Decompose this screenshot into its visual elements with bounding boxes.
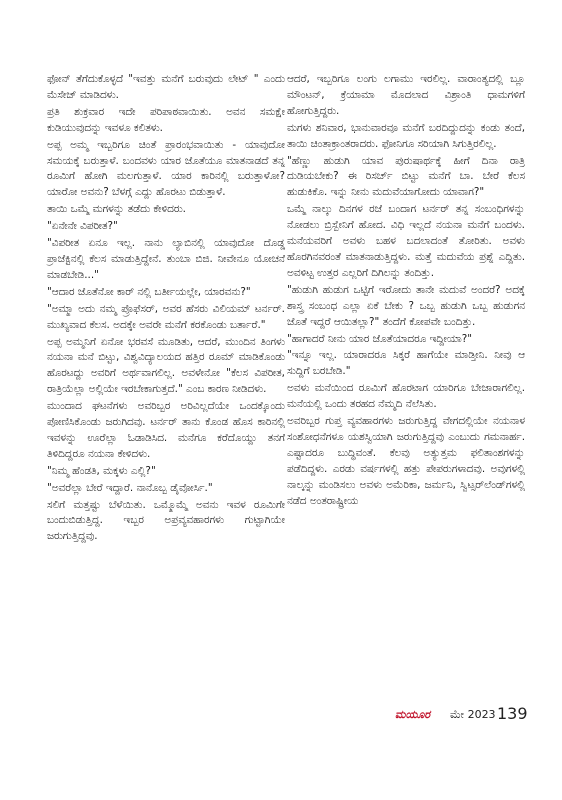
right-text-column — [287, 72, 525, 510]
paragraph: ಮಗಳು ಶನಿವಾರ, ಭಾನುವಾರವೂ ಮನೆಗೆ ಬರದಿದ್ದುದನ್ನು ಕಂಡು ತಂದೆ, ತಾಯಿ ಚಿಂತಾಕ್ರಾಂತರಾದರು. ಫೋನಿಗೂ ಸರಿಯಾಗಿ ಸಿಗುತ್ತಿರಲಿಲ್ಲ. — [287, 121, 525, 150]
paragraph: "ಹುಡುಗಿ ಹುಡುಗ ಒಟ್ಟಿಗೆ ಇರೋದು ತಾನೇ ಮದುವೆ ಅಂದರೆ? ಅದಕ್ಕೆ ಶಾಸ್ತ್ರ ಸಂಬಂಧ ಎಲ್ಲಾ ಏಕೆ ಬೇಕು ? ಒಬ್ಬ ಹುಡುಗಿ ಒಬ್ಬ ಹುಡುಗನ ಜೊತೆ ಇದ್ದರೆ ಆಯಿತಲ್ಲಾ?" ತಂದೆಗೆ ಕೋಪವೇ ಬಂದಿತ್ತು. — [287, 283, 525, 328]
paragraph: "ಹಾಗಾದರೆ ನೀನು ಯಾರ ಜೊತೆಯಾದರೂ ಇದ್ದೀಯಾ?" — [287, 332, 472, 345]
paragraph: "ಹೆಣ್ಣು ಹುಡುಗಿ ಯಾವ ಪುರುಷಾರ್ಥಕ್ಕೆ ಹೀಗೆ ದಿನಾ ರಾತ್ರಿ ದುಡಿಯಬೇಕು? ಈ ರಿಸರ್ಚ್ ಬಿಟ್ಟು ಮನೆಗೆ ಬಾ. ಬೇರೆ ಕೆಲಸ ಹುಡುಕಿಕೊ. ಇನ್ನು ನೀನು ಮದುವೆಯಾಗೋದು ಯಾವಾಗ?" — [287, 154, 525, 199]
left-text-column — [47, 72, 285, 546]
paragraph: ಪ್ರತಿ ಶುಕ್ರವಾರ ಇದೇ ಪರಿಪಾಠವಾಯಿತು. ಅವನ ಸಮಕ್ಷೇ ಕುಡಿಯುವುದನ್ನು ಇವಳೂ ಕಲಿತಳು. — [47, 105, 285, 134]
paragraph: ಫೋನ್ ತೆಗೆದುಕೊಳ್ಳದೆ "ಇವತ್ತು ಮನೆಗೆ ಬರುವುದು ಲೇಟ್ " ಎಂದು ಮೆಸೇಜ್ ಮಾಡಿದಳು. — [47, 73, 285, 101]
page-footer — [395, 704, 535, 726]
paragraph: ಸಲಿಗೆ ಮತ್ತಷ್ಟು ಬೆಳೆಯಿತು. ಒಮ್ಮೊಮ್ಮೆ ಅವನು ಇವಳ ರೂಮಿಗೇ ಬಂದುಬಿಡುತ್ತಿದ್ದ. ಇಬ್ಬರ ಅಪ್ರವ್ಯವಹಾರಗಳು ಗುಟ್ಟಾಗಿಯೇ ಜರುಗುತ್ತಿದ್ದವು. — [47, 498, 285, 543]
paragraph: ಅವಳು ಮನೆಯಿಂದ ರೂಮಿಗೆ ಹೊರಟಾಗ ಯಾರಿಗೂ ಬೇಜಾರಾಗಲಿಲ್ಲ. ಮನೆಯಲ್ಲಿ ಒಂದು ತರಹದ ನೆಮ್ಮದಿ ನೆಲೆಸಿತು. — [287, 382, 525, 411]
paragraph: ಆದರೆ, ಇಬ್ಬರಿಗೂ ಲಂಗು ಲಗಾಮು ಇರಲಿಲ್ಲ. ವಾರಾಂತ್ಯದಲ್ಲಿ ಬ್ಲೂ ಮೌಂಟನ್, ಕ್ರೆಯಾಮಾ ಮೊದಲಾದ ವಿಶ್ರಾಂತಿ ಧಾಮಗಳಿಗೆ ಹೋಗುತ್ತಿದ್ದರು. — [287, 73, 525, 117]
magazine-logo: ಮಯೂರ — [395, 708, 431, 721]
paragraph: ಅವರಿಬ್ಬರ ಗುಪ್ತ ವ್ಯವಹಾರಗಳು ಜರುಗುತ್ತಿದ್ದ ವೇಗದಲ್ಲಿಯೇ ನಯನಾಳ ಸಂಶೋಧನೆಗಳೂ ಯಶಸ್ವಿಯಾಗಿ ಜರುಗುತ್ತಿದ್ದವು ಎಂಬುದು ಗಮನಾರ್ಹ. ಎಷ್ಟಾದರೂ ಬುದ್ಧಿವಂತೆ. ಕೆಲವು ಅತ್ಯುತ್ತಮ ಫಲಿತಾಂಶಗಳನ್ನು ಪಡೆದಿದ್ದಳು. ಎರಡು ವರ್ಷಗಳಲ್ಲಿ ಹತ್ತು ಪೇಪರುಗಳಾದವು. ಅವುಗಳಲ್ಲಿ ನಾಲ್ಕನ್ನು ಮಂಡಿಸಲು ಅವಳು ಅಮೆರಿಕಾ, ಜರ್ಮನಿ, ಸ್ವಿಟ್ಸರ್‌ಲೆಂಡ್‌ಗಳಲ್ಲಿ ನಡೆದ ಅಂತರಾಷ್ಟ್ರೀಯ — [287, 415, 525, 507]
paragraph: "ಅಮ್ಮಾ ಅದು ನಮ್ಮ ಪ್ರೊಫೆಸರ್, ಅವರ ಹೆಸರು ವಿಲಿಯಮ್ ಟರ್ನರ್. ಮುಖ್ಯವಾದ ಕೆಲಸ. ಅದಕ್ಕೇ ಅವರೇ ಮನೆಗೆ ಕರಕೊಂಡು ಬರ್ತಾರೆ." — [47, 302, 285, 331]
paragraph: ಒಮ್ಮೆ ನಾಲ್ಕು ದಿನಗಳ ರಜೆ ಬಂದಾಗ ಟರ್ನರ್ ತನ್ನ ಸಂಬಂಧಿಗಳನ್ನು ನೋಡಲು ಬ್ರಿಸ್ಬೇನಿಗೆ ಹೋದ. ವಿಧಿ ಇಲ್ಲದೆ ನಯನಾ ಮನೆಗೆ ಬಂದಳು. ಮನೆಯವರಿಗೆ ಅವಳು ಬಹಳ ಬದಲಾದಂತೆ ತೋರಿತು. ಅವಳು ಹೊರಗಿನವರಂತೆ ಮಾತನಾಡುತ್ತಿದ್ದಳು. ಮತ್ತೆ ಮದುವೆಯ ಪ್ರಶ್ನೆ ಎದ್ದಿತು. ಅವಳಿಟ್ಟ ಉತ್ತರ ಎಲ್ಲರಿಗೆ ದಿಗಿಲನ್ನು ತಂದಿತ್ತು. — [287, 203, 525, 279]
paragraph: "ಇನ್ನೂ ಇಲ್ಲ. ಯಾರಾದರೂ ಸಿಕ್ಕರೆ ಹಾಗೆಯೇ ಮಾಡ್ತೀನಿ. ನೀವು ಆ ಸುದ್ದಿಗೆ ಬರಬೇಡಿ." — [287, 349, 525, 378]
paragraph: "ಏನೇನೇ ವಿಪರೀತ?" — [47, 220, 118, 233]
paragraph: ತಾಯಿ ಒಮ್ಮೆ ಮಗಳನ್ನು ತಡೆದು ಕೇಳಿದರು. — [47, 203, 186, 216]
paragraph: ಅಪ್ಪ ಅಮ್ಮನಿಗೆ ಏನೋ ಭರವಸೆ ಮೂಡಿತು, ಆದರೆ, ಮುಂದಿನ ತಿಂಗಳು ನಯನಾ ಮನೆ ಬಿಟ್ಟು, ವಿಶ್ವವಿದ್ಯಾಲಯದ ಹತ್ತಿರ ರೂಮ್ ಮಾಡಿಕೊಂಡು ಹೊರಟದ್ದು ಅವರಿಗೆ ಅರ್ಥವಾಗಲಿಲ್ಲ. ಅವಳೇನೋ "ಕೆಲಸ ವಿಪರೀತ, ರಾತ್ರಿಯೆಲ್ಲಾ ಅಲ್ಲಿಯೇ ಇರಬೇಕಾಗುತ್ತದೆ." ಎಂಬ ಕಾರಣ ನೀಡಿದಳು. — [47, 335, 285, 396]
paragraph: ಅಪ್ಪ ಅಮ್ಮ ಇಬ್ಬರಿಗೂ ಚಿಂತೆ ಪ್ರಾರಂಭವಾಯಿತು - ಯಾವುದೋ ಸಮಯಕ್ಕೆ ಬರುತ್ತಾಳೆ. ಬಂದವಳು ಯಾರ ಜೊತೆಯೂ ಮಾತನಾಡದೆ ತನ್ನ ರೂಮಿಗೆ ಹೋಗಿ ಮಲಗುತ್ತಾಳೆ. ಯಾರ ಕಾರಿನಲ್ಲಿ ಬರುತ್ತಾಳೋ? ಯಾರೋ ಅವನು? ಬೆಳಗ್ಗೆ ಎದ್ದು ಹೊರಟು ಬಿಡುತ್ತಾಳೆ. — [47, 138, 285, 199]
paragraph: "ನಿಮ್ಮ ಹೆಂಡತಿ, ಮಕ್ಕಳು ಎಲ್ಲಿ?" — [47, 464, 156, 477]
paragraph: ಮುಂದಾದ ಘಟನೆಗಳು ಅವರಿಬ್ಬರ ಅರಿವಿಲ್ಲದೆಯೇ ಒಂದಕ್ಕೊಂದು ಪೋಣಿಸಿಕೊಂಡು ಜರುಗಿದವು. ಟರ್ನರ್ ತಾನು ಕೊಂಡ ಹೊಸ ಕಾರಿನಲ್ಲಿ ಇವಳನ್ನು ಊರೆಲ್ಲಾ ಓಡಾಡಿಸಿದ. ಮನೆಗೂ ಕರೆದೊಯ್ದು ತನಗೆ ತಿಳಿದಿದ್ದರೂ ನಯನಾ ಕೇಳಿದಳು. — [47, 400, 285, 460]
paragraph: "ಆದಾರ ಜೊತೆನೋ ಕಾರ್ ನಲ್ಲಿ ಬರ್ತೀಯಲ್ಲೇ, ಯಾರವನು?" — [47, 285, 251, 298]
issue-month: ಮೇ 2023 — [450, 708, 496, 721]
page-number: 139 — [497, 704, 528, 723]
paragraph: "ವಿಪರೀತ ಏನೂ ಇಲ್ಲ. ನಾನು ಲ್ಯಾಬಿನಲ್ಲಿ ಯಾವುದೋ ದೊಡ್ಡ ಪ್ರಾಜೆಕ್ಟಿನಲ್ಲಿ ಕೆಲಸ ಮಾಡುತ್ತಿದ್ದೇನೆ. ತುಂಬಾ ಬಿಜಿ. ನೀವೇನೂ ಯೋಚನೆ ಮಾಡಬೇಡಿ..." — [47, 237, 285, 281]
paragraph: "ಅವರೆಲ್ಲಾ ಬೇರೆ ಇದ್ದಾರೆ. ನಾನೊಬ್ಬ ಡೈವೋರ್ಸಿ." — [47, 481, 213, 494]
